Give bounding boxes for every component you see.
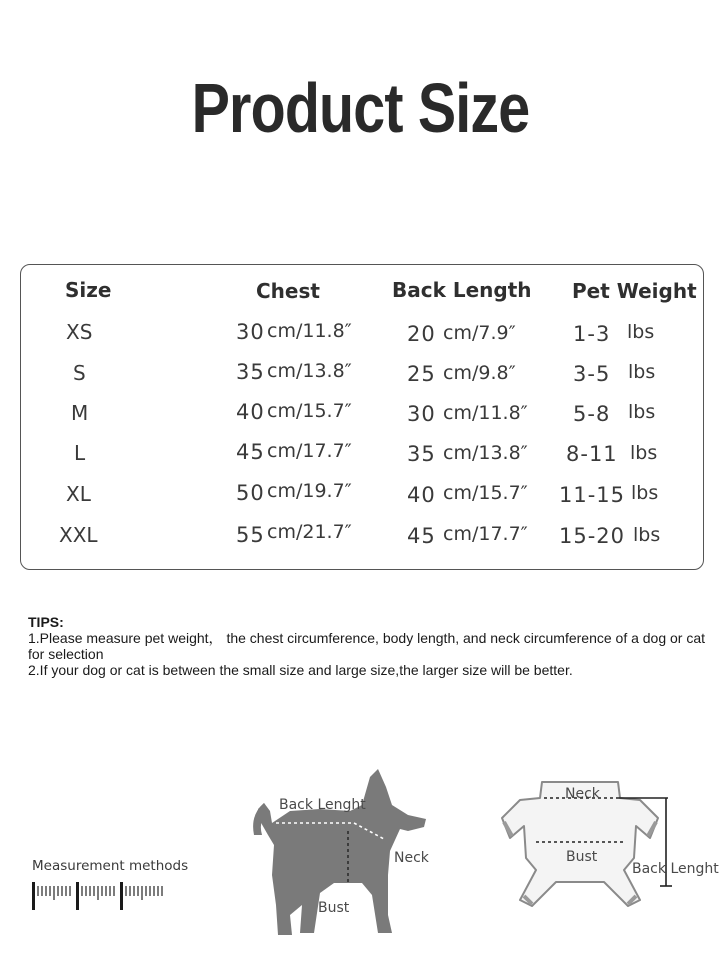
weight-unit: lbs <box>633 524 661 546</box>
size-cell: XL <box>66 482 91 506</box>
chest-value: 30 <box>236 320 265 344</box>
weight-value: 11-15 <box>559 483 626 507</box>
chest-value: 55 <box>236 523 265 547</box>
size-table <box>20 264 704 570</box>
weight-unit: lbs <box>628 361 656 383</box>
size-cell: S <box>73 361 86 385</box>
weight-unit: lbs <box>630 442 658 464</box>
back-unit: cm/7.9″ <box>443 322 516 344</box>
back-unit: cm/11.8″ <box>443 402 528 424</box>
tip-line-1: 1.Please measure pet weight， the chest circumference, body length, and neck circumference of a dog or cat for selection <box>28 630 706 662</box>
size-cell: M <box>71 401 89 425</box>
dog-neck-label: Neck <box>394 850 429 866</box>
back-value: 35 <box>407 442 436 466</box>
back-unit: cm/13.8″ <box>443 442 528 464</box>
back-value: 40 <box>407 483 436 507</box>
back-unit: cm/15.7″ <box>443 482 528 504</box>
header-size: Size <box>65 278 112 302</box>
weight-value: 5-8 <box>573 402 611 426</box>
weight-value: 8-11 <box>566 442 618 466</box>
back-value: 30 <box>407 402 436 426</box>
chest-unit: cm/15.7″ <box>267 400 352 422</box>
tips-heading: TIPS: <box>28 614 64 630</box>
chest-unit: cm/17.7″ <box>267 440 352 462</box>
size-cell: XS <box>66 320 93 344</box>
weight-value: 1-3 <box>573 322 611 346</box>
weight-value: 15-20 <box>559 524 626 548</box>
back-value: 20 <box>407 322 436 346</box>
chest-unit: cm/19.7″ <box>267 480 352 502</box>
chest-unit: cm/13.8″ <box>267 360 352 382</box>
tips-section <box>28 614 708 678</box>
back-value: 45 <box>407 524 436 548</box>
dog-bust-label: Bust <box>318 900 350 916</box>
chest-value: 40 <box>236 400 265 424</box>
header-chest: Chest <box>256 279 320 303</box>
ruler-icon <box>30 880 170 912</box>
header-pet-weight: Pet Weight <box>572 279 697 303</box>
back-unit: cm/17.7″ <box>443 523 528 545</box>
garment-bust-label: Bust <box>566 849 598 865</box>
tip-line-2: 2.If your dog or cat is between the small size and large size,the larger size will be better. <box>28 662 573 678</box>
back-value: 25 <box>407 362 436 386</box>
chest-value: 35 <box>236 360 265 384</box>
garment-back-length-label: Back Lenght <box>632 861 719 877</box>
back-unit: cm/9.8″ <box>443 362 516 384</box>
chest-unit: cm/21.7″ <box>267 521 352 543</box>
size-cell: XXL <box>59 523 98 547</box>
size-cell: L <box>74 441 86 465</box>
dog-back-length-label: Back Lenght <box>279 797 366 813</box>
weight-unit: lbs <box>631 482 659 504</box>
chest-unit: cm/11.8″ <box>267 320 352 342</box>
header-back-length: Back Length <box>392 278 532 302</box>
page-title: Product Size <box>191 69 530 147</box>
chest-value: 45 <box>236 440 265 464</box>
weight-value: 3-5 <box>573 362 611 386</box>
garment-diagram <box>500 778 700 918</box>
weight-unit: lbs <box>628 401 656 423</box>
chest-value: 50 <box>236 481 265 505</box>
garment-neck-label: Neck <box>565 786 600 802</box>
measurement-methods-label: Measurement methods <box>32 858 189 874</box>
weight-unit: lbs <box>627 321 655 343</box>
